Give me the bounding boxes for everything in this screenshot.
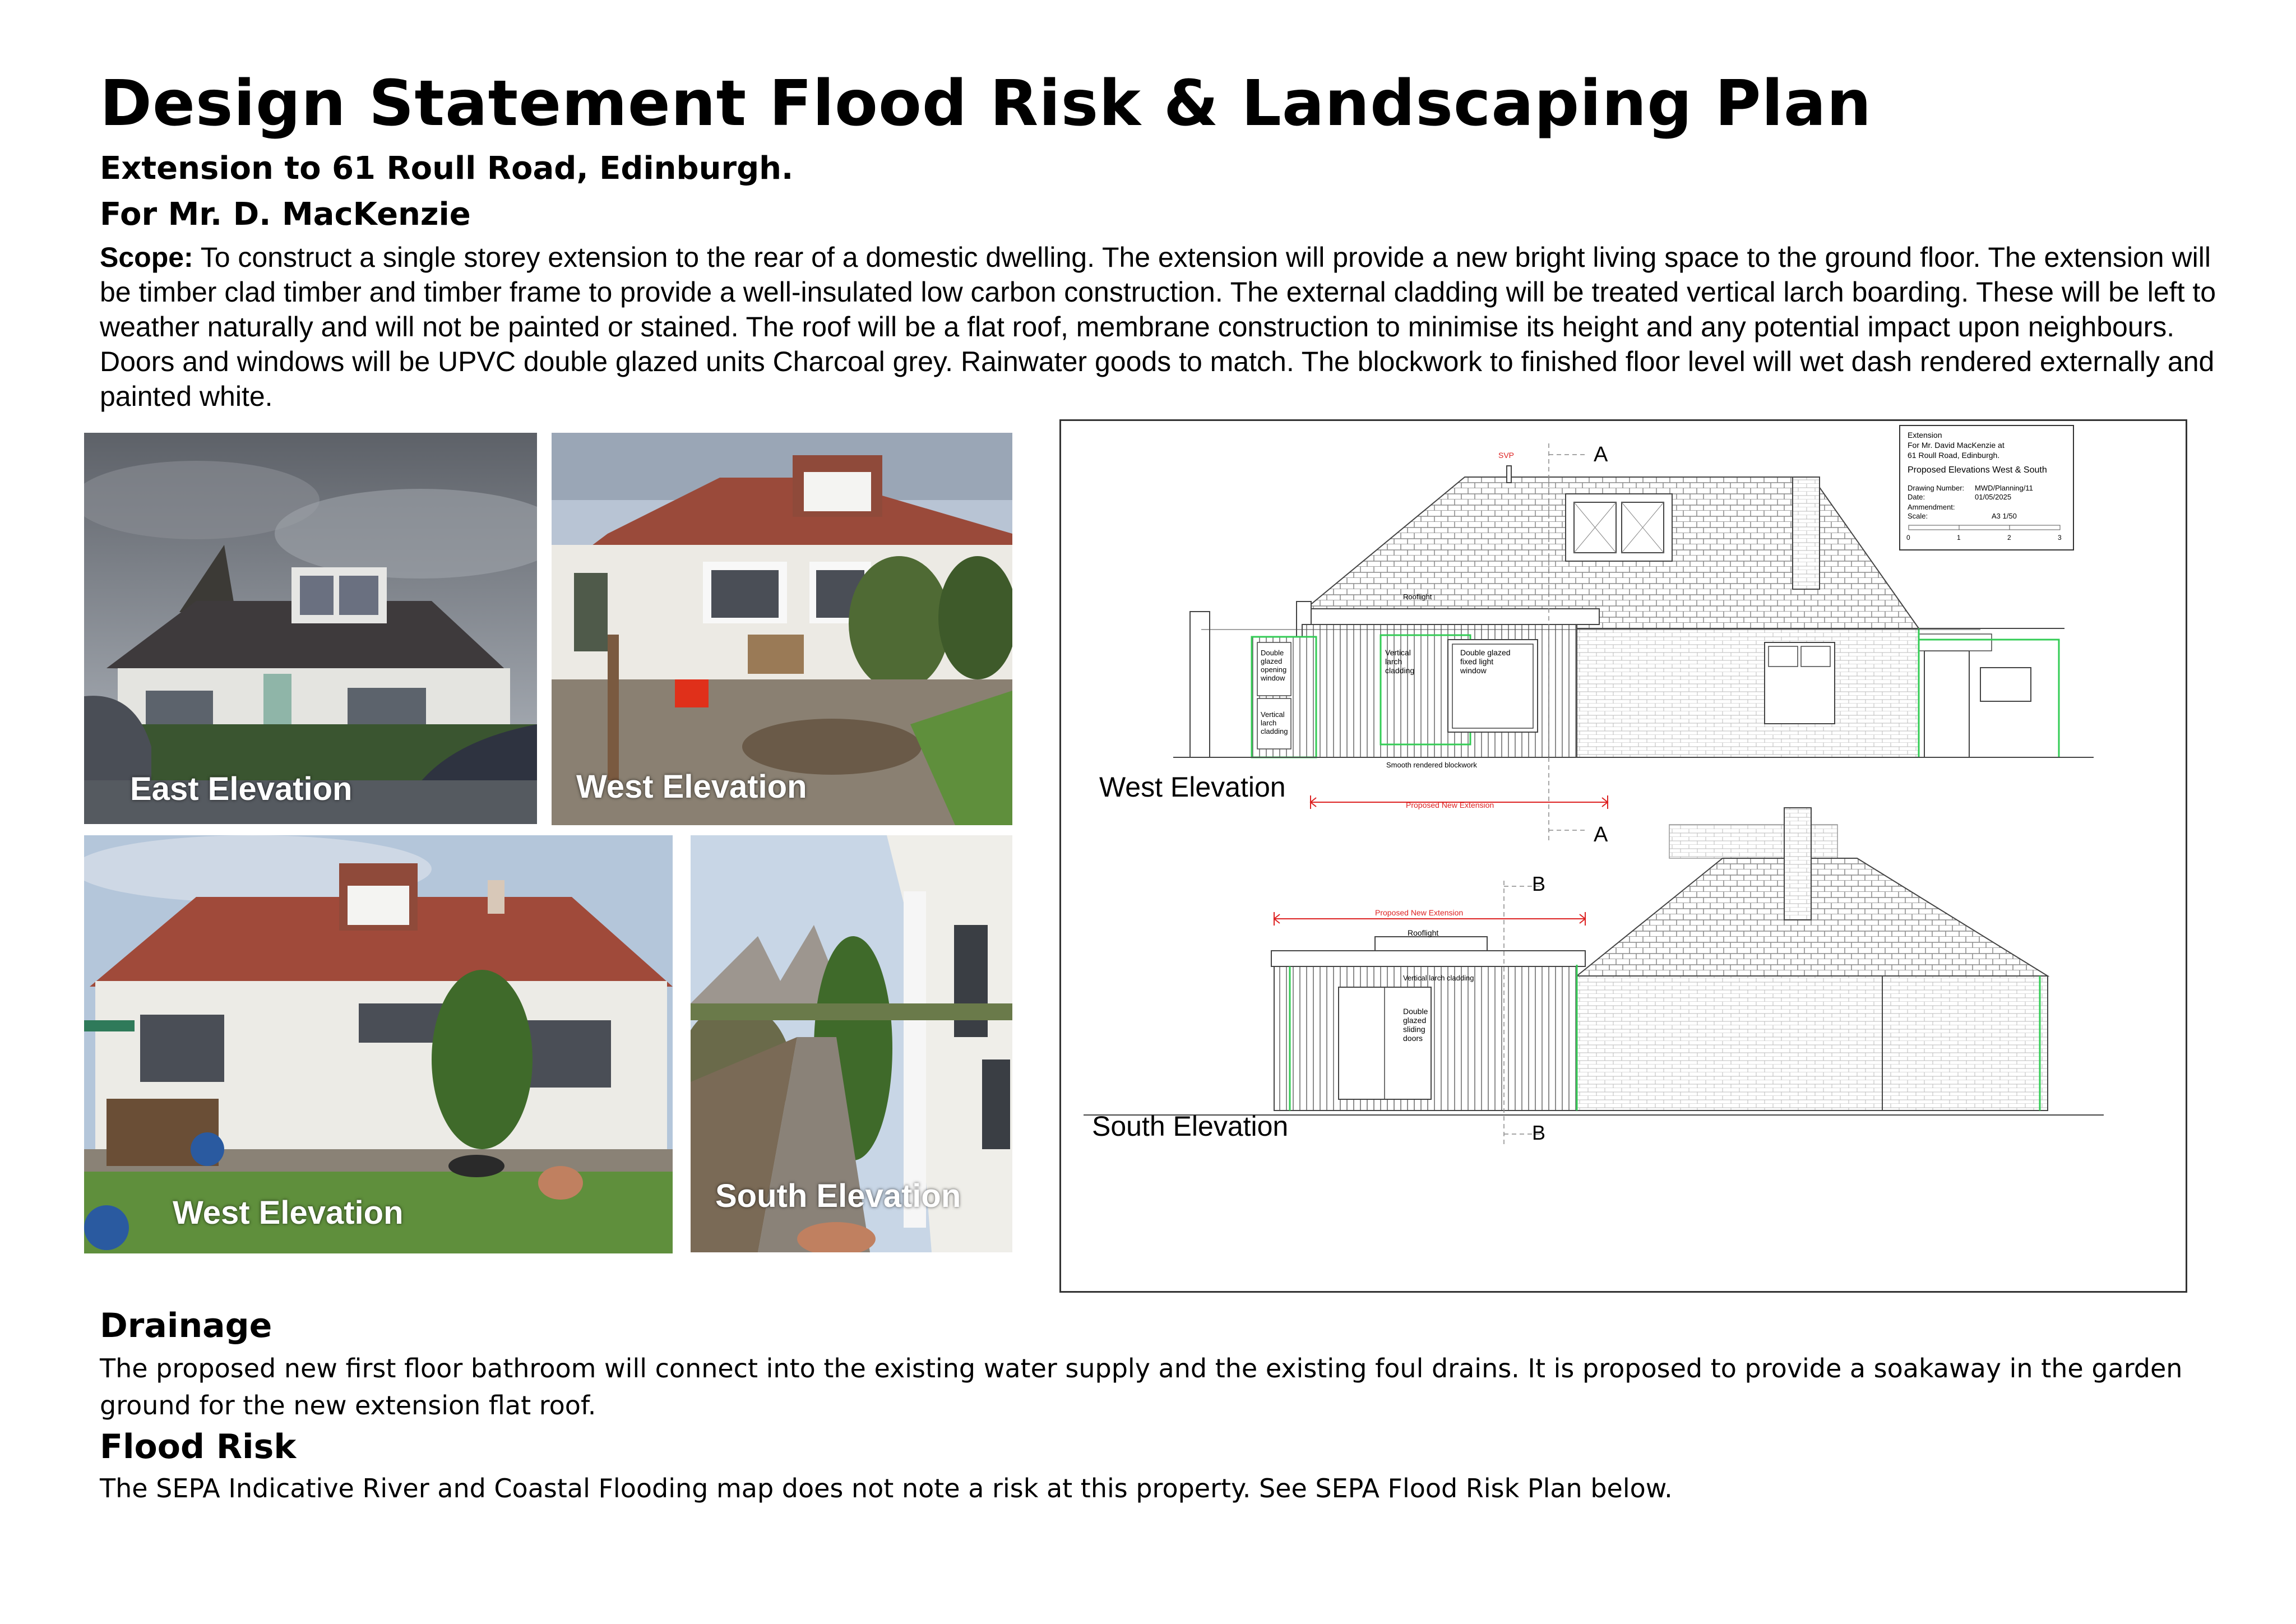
west-opening-window-2: glazed (1261, 657, 1283, 665)
south-doors-2: glazed (1403, 1016, 1427, 1025)
scale-tick-3: 3 (2058, 534, 2062, 542)
south-doors-3: sliding (1403, 1025, 1425, 1034)
drainage-text: The proposed new first floor bathroom will connect into the existing water supply and the existing foul drains. It is proposed to provide a soakaway in the garden ground for the new extension flat roof. (100, 1353, 2183, 1421)
scale-tick-0: 0 (1906, 534, 1910, 542)
west-fixed-window-1: Double glazed (1460, 648, 1511, 657)
section-mark-b-top: B (1532, 872, 1546, 895)
west-rooflight-label: Rooflight (1403, 593, 1432, 601)
west-fixed-window-3: window (1460, 666, 1487, 675)
elevation-drawing-svg (1061, 421, 2187, 1293)
photo-caption-south: South Elevation (715, 1178, 961, 1214)
photo-caption-east: East Elevation (130, 771, 353, 807)
west-left-cladding-2: larch (1261, 719, 1277, 727)
photo-east-elevation (84, 433, 537, 824)
west-left-cladding-1: Vertical (1261, 710, 1285, 719)
svp-label: SVP (1498, 451, 1515, 460)
west-opening-window-3: opening (1261, 665, 1287, 674)
west-left-cladding-3: cladding (1261, 727, 1288, 735)
drawing-date-label: Date: (1908, 493, 1925, 501)
client-name: For Mr. D. MacKenzie (100, 196, 471, 233)
title-block-line0: Extension (1908, 431, 1942, 439)
south-doors-1: Double (1403, 1007, 1428, 1016)
west-fixed-window-2: fixed light (1460, 657, 1494, 666)
south-rooflight-label: Rooflight (1408, 928, 1439, 937)
page-title: Design Statement Flood Risk & Landscaping Plan (100, 67, 1872, 140)
photo-south-elevation (691, 835, 1012, 1252)
west-cladding-2: larch (1385, 657, 1402, 666)
elevation-drawing (1059, 419, 2187, 1293)
photo-west-elevation-2 (84, 835, 673, 1253)
west-opening-window-4: window (1261, 674, 1285, 682)
south-elevation-label: South Elevation (1092, 1111, 1289, 1142)
section-mark-b-bottom: B (1532, 1121, 1546, 1144)
scale-label: Scale: (1908, 512, 1928, 520)
photo-west2-image (84, 835, 673, 1253)
drawing-number-label: Drawing Number: (1908, 484, 1965, 492)
photo-caption-west-1: West Elevation (576, 769, 807, 805)
flood-risk-heading: Flood Risk (100, 1427, 297, 1466)
section-mark-a-bottom: A (1594, 823, 1608, 846)
south-doors-4: doors (1403, 1034, 1423, 1043)
south-proposed-label: Proposed New Extension (1375, 908, 1464, 917)
scale-tick-1: 1 (1957, 534, 1961, 542)
drainage-heading: Drainage (100, 1306, 272, 1345)
west-elevation-label: West Elevation (1099, 771, 1286, 803)
section-mark-a-top: A (1594, 443, 1608, 466)
scope-label: Scope: (100, 242, 193, 273)
title-block-line1: For Mr. David MacKenzie at (1908, 441, 2005, 450)
amendment-label: Ammendment: (1908, 503, 1955, 511)
west-cladding-1: Vertical (1385, 648, 1411, 657)
west-blockwork-label: Smooth rendered blockwork (1386, 761, 1477, 769)
title-block-line3: Proposed Elevations West & South (1908, 465, 2047, 475)
scale-value: A3 1/50 (1992, 512, 2017, 520)
scope-text: To construct a single storey extension to the rear of a domestic dwelling. The extension will provide a new bright living space to the ground floor. The extension will be timber clad timber and timber frame to provide a well-insulated low carbon construction. The external cladding will be treated vertical larch boarding. These will be left to weather naturally and will not be painted or stained. The roof will be a flat roof, membrane construction to minimise its height and any potential impact upon neighbours. Doors and windows will be UPVC double glazed units Charcoal grey. Rainwater goods to match. The blockwork to finished floor level will wet dash rendered externally and painted white. (100, 242, 2216, 412)
drawing-number: MWD/Planning/11 (1975, 484, 2033, 492)
photo-west1-image (552, 433, 1012, 825)
south-elevation-drawing (1084, 808, 2104, 1144)
photo-east-image (84, 433, 537, 824)
scale-tick-2: 2 (2007, 534, 2011, 542)
drawing-title-block (1900, 425, 2073, 550)
scope-paragraph (100, 240, 2241, 414)
west-proposed-label: Proposed New Extension (1406, 801, 1494, 809)
photo-caption-west-2: West Elevation (173, 1195, 404, 1231)
drawing-date: 01/05/2025 (1975, 493, 2012, 501)
west-cladding-3: cladding (1385, 666, 1415, 675)
flood-risk-text: The SEPA Indicative River and Coastal Flooding map does not note a risk at this property. See SEPA Flood Risk Plan below. (100, 1473, 1673, 1503)
south-cladding-label: Vertical larch cladding (1403, 974, 1474, 982)
page-subtitle: Extension to 61 Roull Road, Edinburgh. (100, 150, 794, 187)
west-opening-window-1: Double (1261, 649, 1284, 657)
title-block-line2: 61 Roull Road, Edinburgh. (1908, 451, 2000, 460)
photo-west-elevation-1 (552, 433, 1012, 825)
